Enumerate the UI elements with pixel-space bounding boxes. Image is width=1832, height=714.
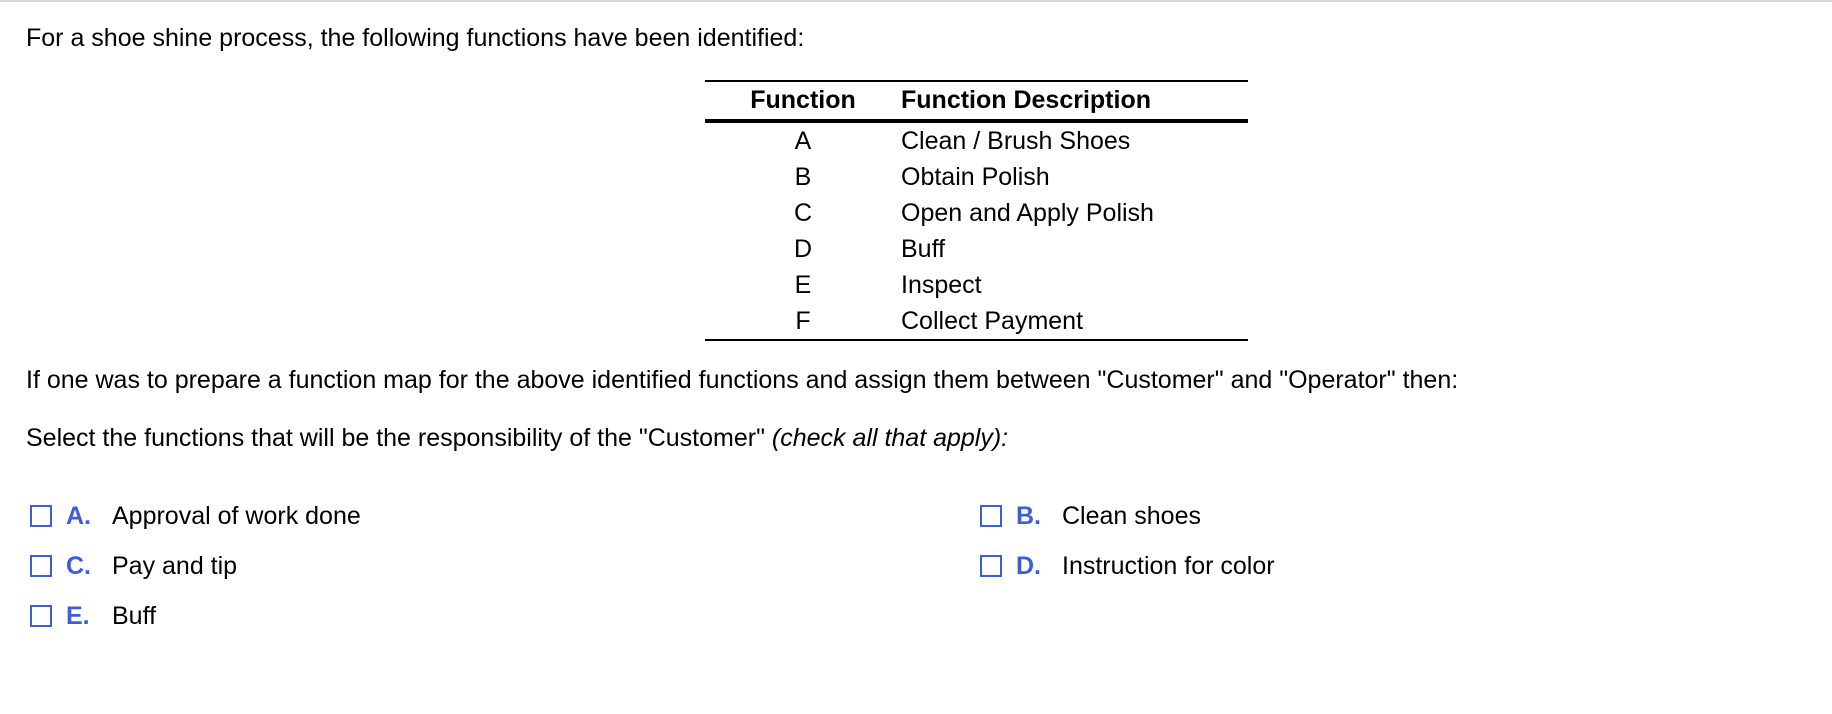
option-label: Pay and tip	[112, 551, 238, 580]
intro-text: For a shoe shine process, the following functions have been identified:	[26, 24, 805, 52]
checkbox-c[interactable]	[30, 555, 52, 577]
function-description: Clean / Brush Shoes	[901, 126, 1131, 155]
header-function: Function	[705, 81, 901, 121]
function-table	[705, 80, 1248, 341]
option-a[interactable]	[30, 500, 361, 532]
option-label: Instruction for color	[1062, 551, 1275, 580]
option-c[interactable]	[30, 550, 237, 582]
checkbox-a[interactable]	[30, 505, 52, 527]
option-letter: B.	[1016, 501, 1041, 530]
table-row	[705, 303, 1248, 340]
table-row	[705, 121, 1248, 159]
function-id: B	[794, 162, 812, 191]
function-description: Collect Payment	[901, 306, 1084, 335]
function-id: D	[793, 234, 813, 263]
function-description: Buff	[901, 234, 946, 263]
option-label: Buff	[112, 601, 157, 630]
option-letter: C.	[66, 551, 91, 580]
checkbox-b[interactable]	[980, 505, 1002, 527]
function-id: A	[794, 126, 812, 155]
table-row	[705, 267, 1248, 303]
function-id: E	[794, 270, 812, 299]
option-d[interactable]	[980, 550, 1275, 582]
top-divider	[0, 0, 1832, 2]
checkbox-e[interactable]	[30, 605, 52, 627]
option-letter: A.	[66, 501, 91, 530]
question-context: If one was to prepare a function map for the above identified functions and assign them between "Customer" and "Operator" then:	[26, 366, 1459, 394]
table-header-row	[705, 81, 1248, 121]
question-prompt-hint: (check all that apply):	[771, 424, 1009, 452]
question-prompt	[26, 422, 1008, 454]
table-row	[705, 231, 1248, 267]
table-row	[705, 159, 1248, 195]
option-b[interactable]	[980, 500, 1201, 532]
option-label: Clean shoes	[1062, 501, 1201, 530]
option-label: Approval of work done	[112, 501, 361, 530]
function-description: Obtain Polish	[901, 162, 1050, 191]
table-row	[705, 195, 1248, 231]
function-description: Inspect	[901, 270, 982, 299]
function-id: C	[793, 198, 813, 227]
function-description: Open and Apply Polish	[901, 198, 1154, 227]
option-letter: D.	[1016, 551, 1041, 580]
function-id: F	[795, 306, 811, 335]
option-e[interactable]	[30, 600, 156, 632]
checkbox-d[interactable]	[980, 555, 1002, 577]
header-function-description: Function Description	[901, 81, 1248, 121]
question-prompt-text: Select the functions that will be the responsibility of the "Customer"	[26, 424, 772, 452]
option-letter: E.	[66, 601, 90, 630]
